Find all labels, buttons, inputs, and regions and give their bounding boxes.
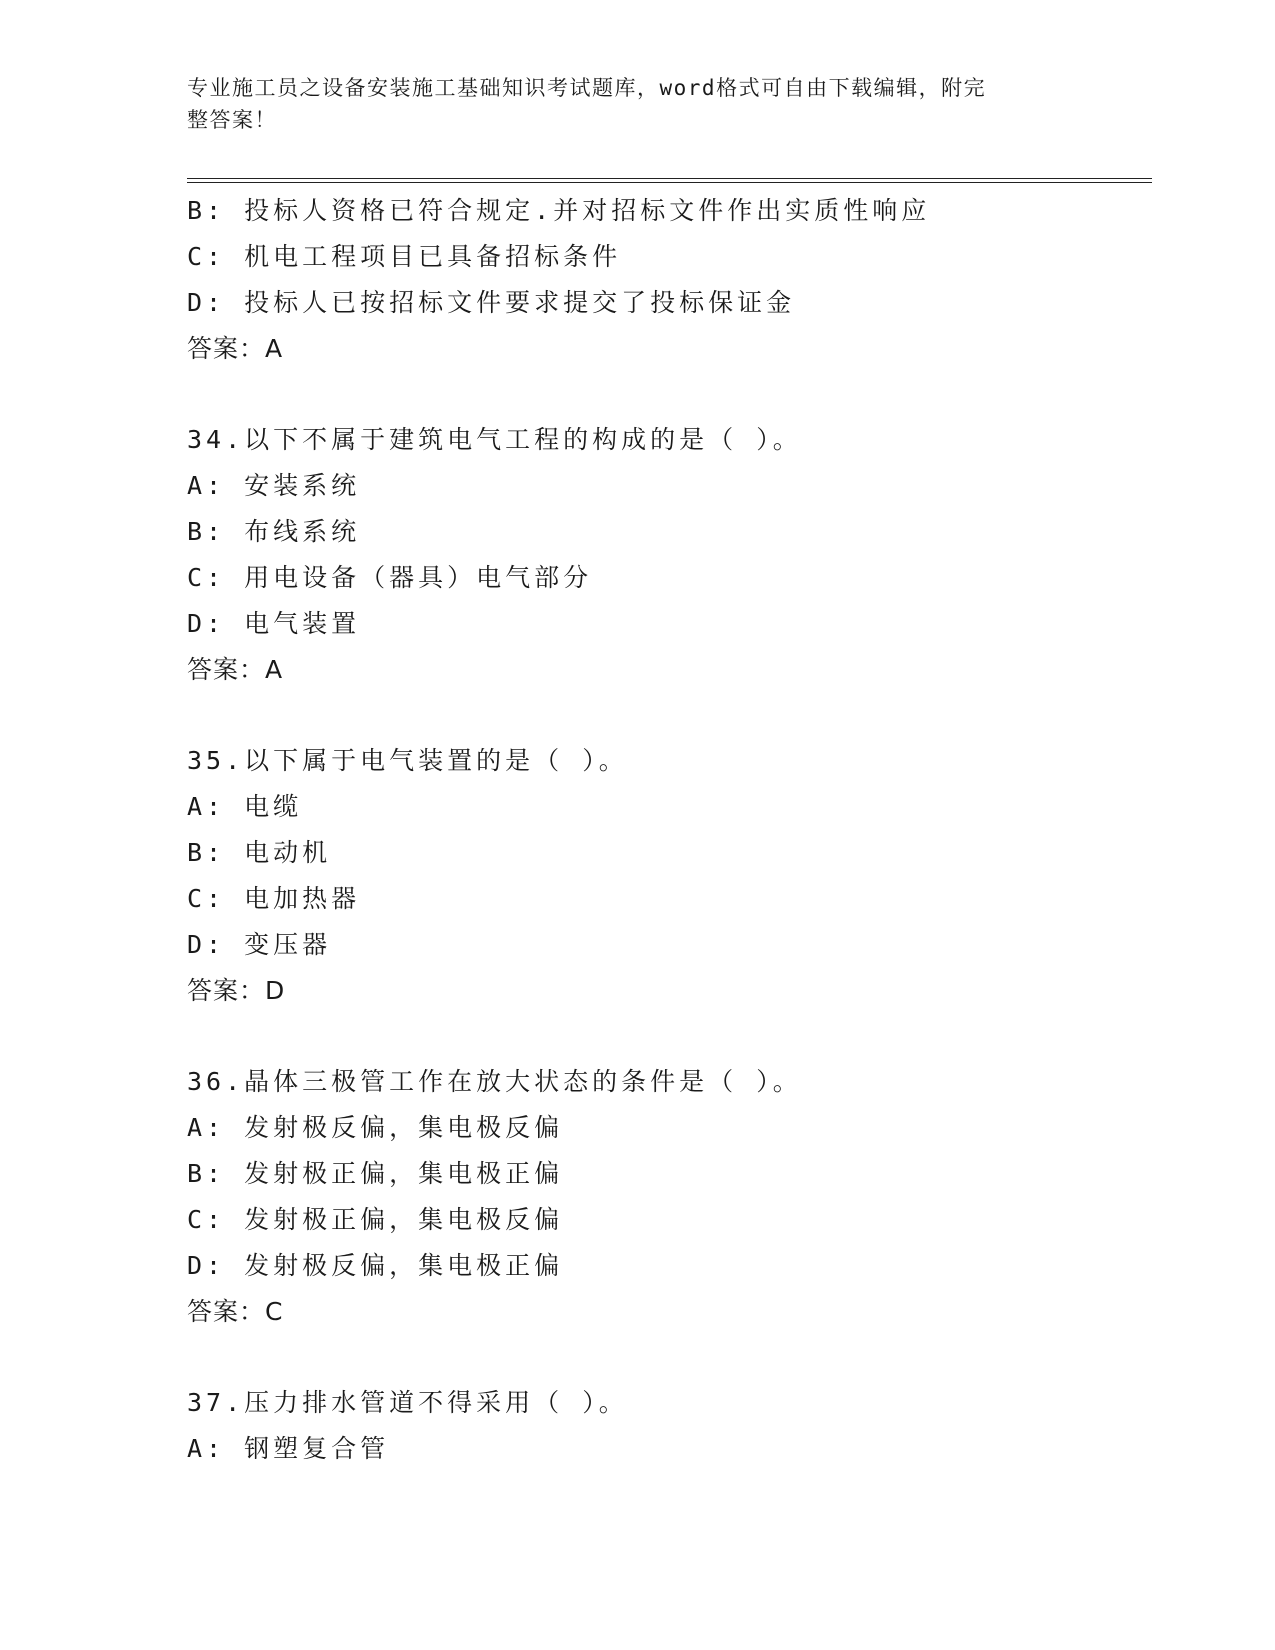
answer: 答案：A [187,655,284,684]
spacer [187,693,1152,738]
question-stem: 37.压力排水管道不得采用（ ）。 [187,1388,628,1417]
header-divider [187,178,1152,183]
option-a: A: 钢塑复合管 [187,1434,390,1463]
option-d: D: 发射极反偏，集电极正偏 [187,1251,564,1280]
question-stem: 35.以下属于电气装置的是（ ）。 [187,746,628,775]
option-b: B: 发射极正偏，集电极正偏 [187,1159,564,1188]
question-33-continued [187,188,1152,372]
document-page [187,0,1152,1650]
option-a: A: 安装系统 [187,471,361,500]
question-list [187,188,1152,1472]
answer: 答案：D [187,976,286,1005]
question-35 [187,738,1152,1014]
option-d: D: 投标人已按招标文件要求提交了投标保证金 [187,288,796,317]
spacer [187,1014,1152,1059]
document-header [187,72,1087,136]
option-a: A: 发射极反偏，集电极反偏 [187,1113,564,1142]
option-d: D: 变压器 [187,930,332,959]
option-c: C: 电加热器 [187,884,361,913]
option-a: A: 电缆 [187,792,303,821]
option-b: B: 投标人资格已符合规定.并对招标文件作出实质性响应 [187,196,931,225]
spacer [187,372,1152,417]
option-c: C: 发射极正偏，集电极反偏 [187,1205,564,1234]
spacer [187,1335,1152,1380]
question-stem: 34.以下不属于建筑电气工程的构成的是（ ）。 [187,425,802,454]
option-b: B: 布线系统 [187,517,361,546]
option-c: C: 用电设备（器具）电气部分 [187,563,593,592]
question-37 [187,1380,1152,1472]
header-line-1: 专业施工员之设备安装施工基础知识考试题库，word格式可自由下载编辑，附完 [187,76,987,100]
question-34 [187,417,1152,693]
question-stem: 36.晶体三极管工作在放大状态的条件是（ ）。 [187,1067,802,1096]
answer: 答案：C [187,1297,284,1326]
option-b: B: 电动机 [187,838,332,867]
header-line-2: 整答案！ [187,108,277,132]
question-36 [187,1059,1152,1335]
answer: 答案：A [187,334,284,363]
option-d: D: 电气装置 [187,609,361,638]
option-c: C: 机电工程项目已具备招标条件 [187,242,622,271]
